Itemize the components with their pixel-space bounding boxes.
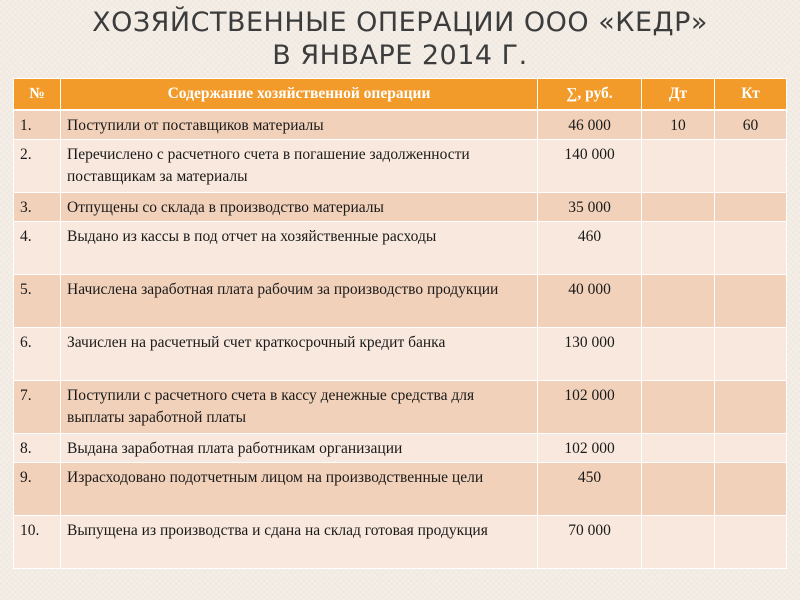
header-credit: Кт [715,79,787,111]
row-credit[interactable] [715,193,787,222]
row-sum: 450 [538,463,642,516]
row-description: Выдана заработная плата работникам организации [61,434,538,463]
row-sum: 46 000 [538,110,642,140]
row-sum: 130 000 [538,328,642,381]
title-line-2: В ЯНВАРЕ 2014 Г. [272,40,528,71]
row-number: 10. [14,516,61,569]
row-number: 8. [14,434,61,463]
row-debit[interactable] [642,516,715,569]
row-credit[interactable] [715,516,787,569]
row-credit[interactable] [715,140,787,193]
row-description: Начислена заработная плата рабочим за производство продукции [61,275,538,328]
row-number: 2. [14,140,61,193]
row-description: Израсходовано подотчетным лицом на производственные цели [61,463,538,516]
row-number: 9. [14,463,61,516]
header-debit: Дт [642,79,715,111]
table-row [14,381,787,434]
table-row [14,328,787,381]
page-title [0,6,800,72]
table-row [14,193,787,222]
row-debit[interactable] [642,328,715,381]
row-credit[interactable] [715,463,787,516]
row-number: 6. [14,328,61,381]
row-debit[interactable] [642,193,715,222]
row-debit[interactable] [642,222,715,275]
table-header-row [14,79,787,111]
row-debit[interactable]: 10 [642,110,715,140]
row-description: Выдано из кассы в под отчет на хозяйственные расходы [61,222,538,275]
row-sum: 40 000 [538,275,642,328]
row-debit[interactable] [642,275,715,328]
table-row [14,275,787,328]
header-number: № [14,79,61,111]
row-number: 5. [14,275,61,328]
table-row [14,516,787,569]
header-description: Содержание хозяйственной операции [61,79,538,111]
row-sum: 140 000 [538,140,642,193]
row-credit[interactable] [715,222,787,275]
row-description: Зачислен на расчетный счет краткосрочный кредит банка [61,328,538,381]
row-number: 7. [14,381,61,434]
row-sum: 70 000 [538,516,642,569]
row-credit[interactable] [715,275,787,328]
row-credit[interactable] [715,434,787,463]
row-number: 1. [14,110,61,140]
row-number: 3. [14,193,61,222]
operations-table [13,78,787,569]
row-description: Перечислено с расчетного счета в погашение задолженности поставщикам за материалы [61,140,538,193]
table-row [14,140,787,193]
row-credit[interactable]: 60 [715,110,787,140]
row-credit[interactable] [715,328,787,381]
table-row [14,110,787,140]
header-sum: ∑, руб. [538,79,642,111]
row-sum: 460 [538,222,642,275]
title-line-1: ХОЗЯЙСТВЕННЫЕ ОПЕРАЦИИ ООО «КЕДР» [92,7,708,38]
row-description: Отпущены со склада в производство материалы [61,193,538,222]
row-debit[interactable] [642,140,715,193]
row-debit[interactable] [642,434,715,463]
table-row [14,463,787,516]
table-row [14,222,787,275]
table-row [14,434,787,463]
row-sum: 35 000 [538,193,642,222]
row-number: 4. [14,222,61,275]
row-sum: 102 000 [538,434,642,463]
row-debit[interactable] [642,463,715,516]
row-credit[interactable] [715,381,787,434]
row-debit[interactable] [642,381,715,434]
row-description: Выпущена из производства и сдана на склад готовая продукция [61,516,538,569]
row-sum: 102 000 [538,381,642,434]
row-description: Поступили от поставщиков материалы [61,110,538,140]
row-description: Поступили с расчетного счета в кассу денежные средства для выплаты заработной платы [61,381,538,434]
